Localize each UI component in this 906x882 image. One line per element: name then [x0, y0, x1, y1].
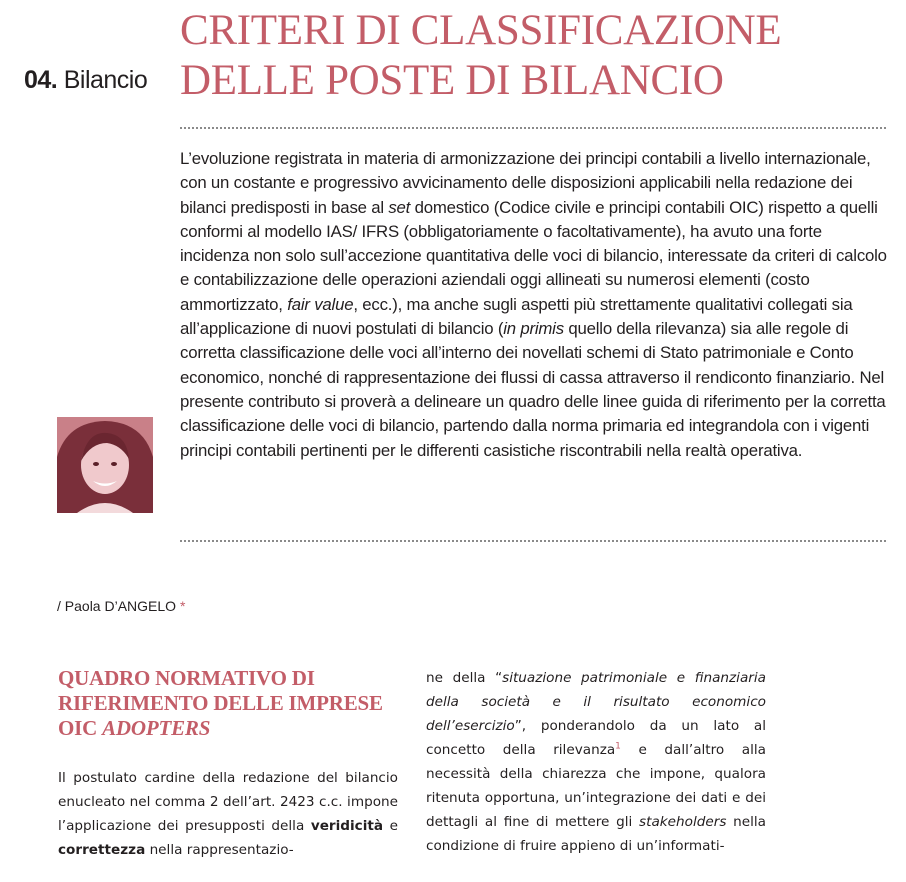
bottom-divider	[180, 540, 886, 542]
subhead-line-1: QUADRO NORMATIVO DI	[58, 666, 315, 690]
abstract-text-1: L’evoluzione registrata in materia di armonizzazione dei principi contabili a livello internazionale, con un costante e progressivo avvicinamento delle disposizioni applicabili nella redazione dei bilanci predisposti in base al	[180, 149, 871, 217]
subhead-adopters: ADOPTERS	[102, 716, 211, 740]
left-body-e: e	[383, 818, 398, 834]
author-byline	[57, 598, 185, 614]
right-column	[426, 666, 766, 858]
right-body-text-4: nella condizione di fruire appieno di un’informati-	[426, 814, 766, 854]
abstract-text-2: domestico (Codice civile e principi contabili OIC) rispetto a quelli conformi al modello IAS/ IFRS (obbligatoriamente o facoltativamente), ha avuto una forte incidenza non solo sull’accezione quantitativa delle voci di bilancio, interessate da criteri di calcolo e contabilizzazione delle operazioni aziendali oggi allineati su numerosi elementi (costo ammortizzato,	[180, 197, 887, 314]
author-photo	[57, 417, 153, 513]
section-subhead	[58, 666, 398, 741]
right-body-text-3: e dall’altro alla necessità della chiarezza che impone, qualora ritenuta opportuna, un’integrazione dei dati e dei dettagli al fine di mettere gli	[426, 742, 767, 830]
section-label	[24, 66, 147, 95]
author-name: / Paola D’ANGELO	[57, 598, 177, 614]
top-divider	[180, 127, 886, 129]
abstract	[180, 147, 890, 463]
section-number: 04.	[24, 66, 58, 94]
right-body-paragraph	[426, 666, 766, 858]
left-body-text-2: nella rappresentazio-	[145, 842, 294, 858]
left-column	[58, 666, 398, 862]
subhead-line-2: RIFERIMENTO DELLE IMPRESE	[58, 691, 383, 715]
abstract-fair-value: fair value	[287, 294, 354, 314]
right-body-stakeholders: stakeholders	[639, 814, 727, 830]
author-footnote-star: *	[179, 598, 186, 614]
abstract-set: set	[388, 197, 411, 217]
left-body-correttezza: correttezza	[58, 842, 146, 858]
subhead-oic: OIC	[58, 716, 103, 740]
abstract-text-3: , ecc.), ma anche sugli aspetti più strettamente qualitativi collegati sia all’applicazione di nuovi postulati di bilancio (	[180, 294, 853, 339]
author-portrait-icon	[57, 417, 153, 513]
right-body-text-2: ”, ponderandolo da un lato al concetto della rilevanza	[426, 718, 766, 758]
abstract-text-4: quello della rilevanza) sia alle regole di corretta classificazione delle voci all’interno dei novellati schemi di Stato patrimoniale e Conto economico, nonché di rappresentazione dei flussi di cassa attraverso il rendiconto finanziario. Nel presente contributo si proverà a delineare un quadro delle linee guida di riferimento per la corretta classificazione delle voci di bilancio, partendo dalla norma primaria ed integrandola con i vigenti principi contabili pertinenti per le differenti casistiche riscontrabili nella realtà operativa.	[180, 319, 886, 460]
right-body-quote: situazione patrimoniale e finanziaria della società e il risultato economico dell’esercizio	[426, 670, 766, 734]
right-body-text-1: ne della “	[426, 670, 503, 686]
title-line-1: CRITERI DI CLASSIFICAZIONE	[180, 7, 782, 54]
left-body-veridicita: veridicità	[310, 818, 384, 834]
title-line-2: DELLE POSTE DI BILANCIO	[180, 57, 724, 104]
footnote-ref[interactable]: 1	[615, 741, 621, 752]
left-body-text-1: Il postulato cardine della redazione del bilancio enucleato nel comma 2 dell’art. 2423 c.c. impone l’applicazione dei presupposti della	[58, 770, 398, 834]
abstract-in-primis: in primis	[503, 319, 564, 339]
section-name: Bilancio	[63, 66, 148, 94]
left-body-paragraph	[58, 766, 398, 862]
article-title	[180, 6, 781, 106]
